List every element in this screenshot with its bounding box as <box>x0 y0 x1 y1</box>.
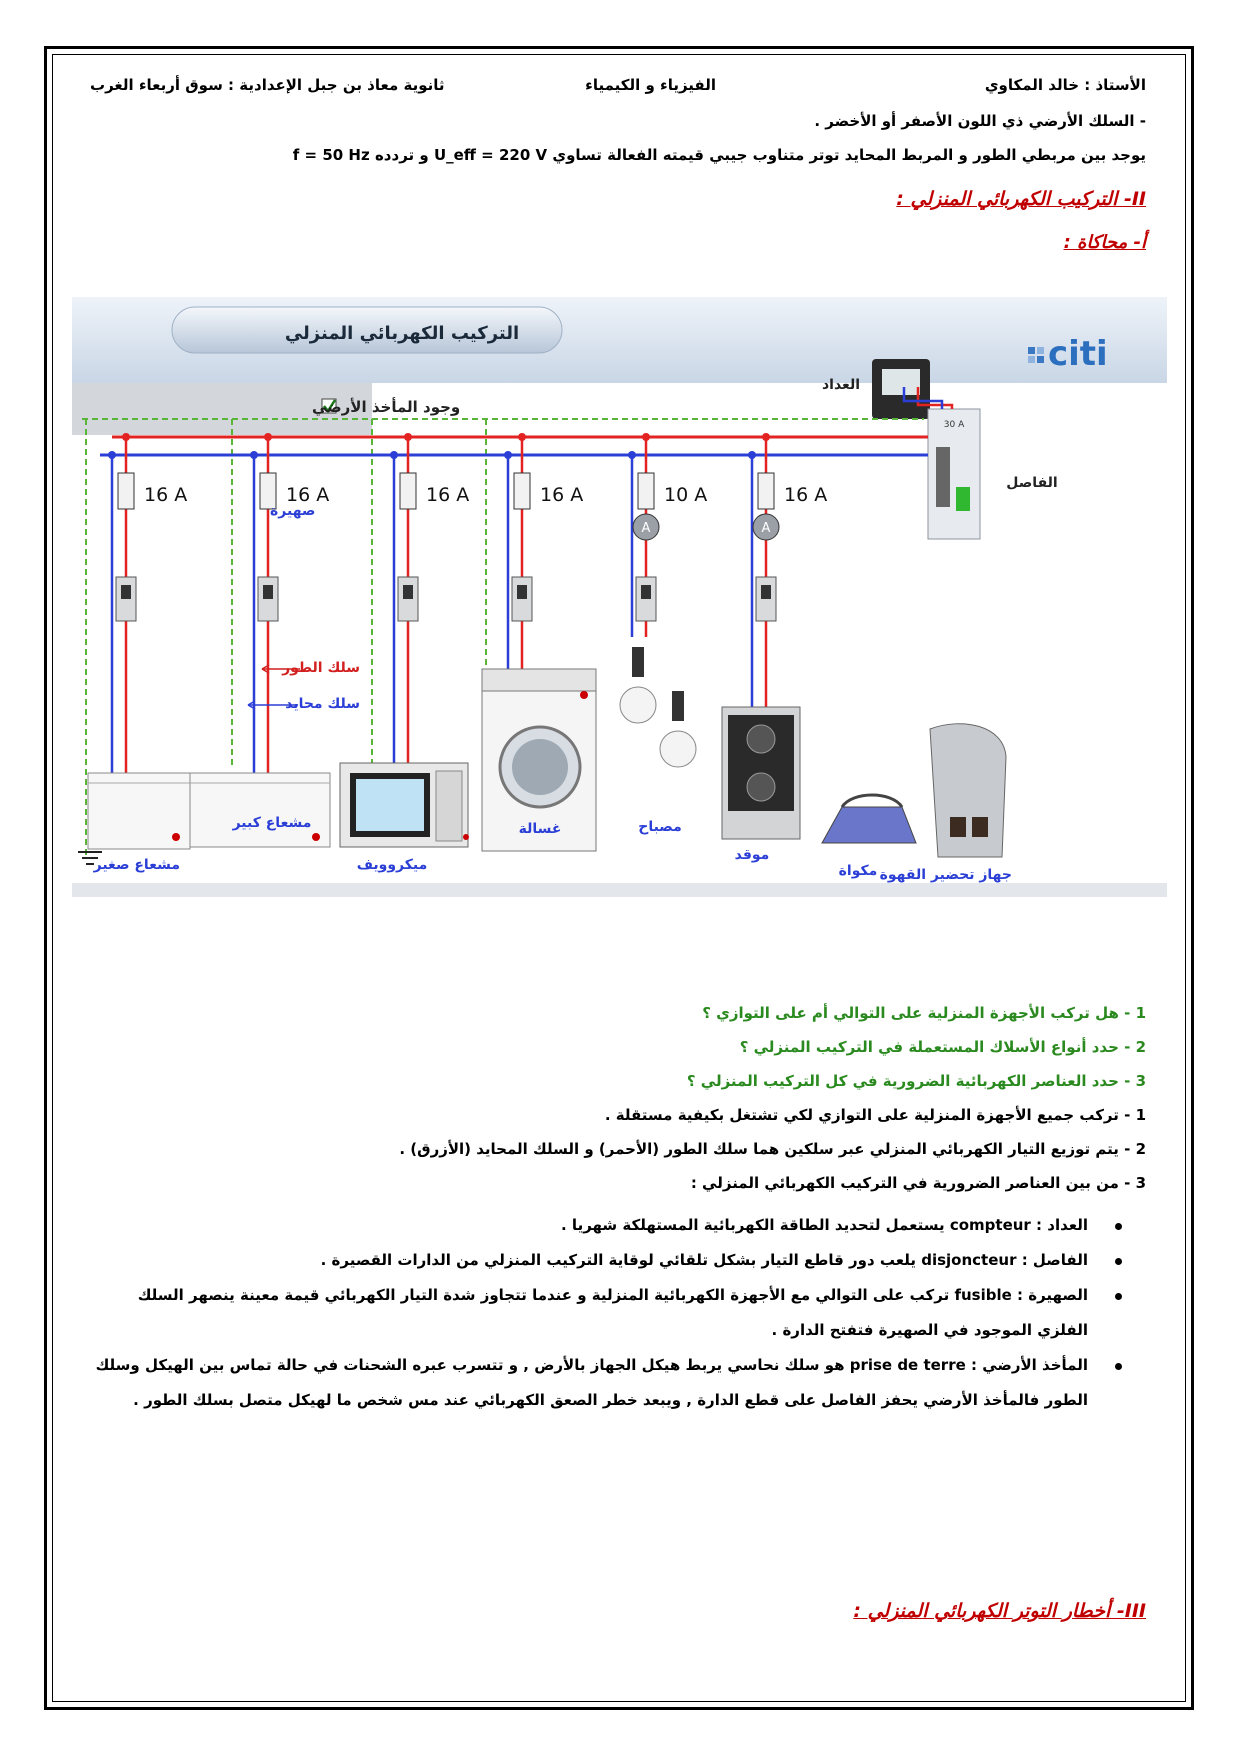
fuse-icon <box>514 473 530 509</box>
iron-label: مكواة <box>838 863 878 879</box>
bullet-breaker: الفاصل : disjoncteur يلعب دور قاطع التيار بشكل تلقائي لوقاية التركيب المنزلي من الدارات القصيرة . <box>320 1251 1088 1269</box>
ammeter-symbol: A <box>641 521 651 536</box>
school-name: ثانوية معاذ بن جبل الإعدادية : سوق أربعاء الغرب <box>90 76 445 94</box>
fuse-rating: 16 A <box>540 484 584 506</box>
answer-1: 1 - تركب جميع الأجهزة المنزلية على التوازي لكي تشتغل بكيفية مستقلة . <box>604 1106 1146 1124</box>
bullet-earth: المأخذ الأرضي : prise de terre هو سلك نحاسي يربط هيكل الجهاز بالأرض , و تتسرب عبره الشحنات في حالة تماس بين الهيكل وسلك الطور فالمأخذ الأرضي يحفز الفاصل على قطع الدارة , ويبعد خطر الصعق الكهربائي عند مس شخص ما لهيكل متصل بسلك الطور . <box>95 1356 1088 1409</box>
big-heater-label: مشعاع كبير <box>232 815 312 831</box>
question-1: 1 - هل تركب الأجهزة المنزلية على التوالي أم على التوازي ؟ <box>702 1004 1146 1022</box>
lamp-label: مصباح <box>638 819 682 835</box>
washer-label: غسالة <box>518 821 562 837</box>
fuse-icon <box>758 473 774 509</box>
section-2-title: II- التركيب الكهربائي المنزلي : <box>896 188 1146 210</box>
sim-title: التركيب الكهربائي المنزلي <box>284 323 520 344</box>
small-heater-label: مشعاع صغير <box>93 857 180 873</box>
big-heater-icon <box>190 773 330 847</box>
page-header <box>90 76 1146 100</box>
coffee-machine-icon <box>930 724 1006 857</box>
fuse-rating: 10 A <box>664 484 708 506</box>
sim-bottom-strip <box>72 883 1167 897</box>
list-item <box>94 1208 1146 1243</box>
fuse-rating: 16 A <box>144 484 188 506</box>
fuse-icon <box>400 473 416 509</box>
list-item <box>94 1243 1146 1278</box>
fuse-rating: 16 A <box>784 484 828 506</box>
neutral-wire-label: سلك محايد <box>285 696 360 712</box>
list-item <box>94 1348 1146 1418</box>
meter-label: العداد <box>821 377 860 393</box>
subject-name: الفيزياء و الكيمياء <box>585 76 716 94</box>
ammeter-symbol: A <box>761 521 771 536</box>
fuse-rating: 16 A <box>426 484 470 506</box>
answer-3: 3 - من بين العناصر الضرورية في التركيب الكهربائي المنزلي : <box>690 1174 1146 1192</box>
stove-icon <box>722 707 800 839</box>
lamp-icon <box>620 647 696 767</box>
question-2: 2 - حدد أنواع الأسلاك المستعملة في التركيب المنزلي ؟ <box>739 1038 1146 1056</box>
simulation-screenshot <box>72 297 1167 997</box>
components-list <box>94 1208 1146 1418</box>
phase-wire-label: سلك الطور <box>282 660 360 676</box>
earth-checkbox-label: وجود المأخذ الأرضي <box>312 398 461 416</box>
fuse-label: صهيرة <box>270 503 316 519</box>
teacher-name: الأستاذ : خالد المكاوي <box>984 76 1146 94</box>
section-2-subtitle: أ- محاكاة : <box>1063 232 1146 253</box>
section-3-title: III- أخطار التوتر الكهربائي المنزلي : <box>853 1600 1146 1622</box>
coffee-machine-label: جهاز تحضير القهوة <box>879 867 1012 883</box>
small-heater-icon <box>88 773 190 849</box>
breaker-rating: 30 A <box>943 420 965 430</box>
list-item <box>94 1278 1146 1348</box>
bullet-meter: العداد : compteur يستعمل لتحديد الطاقة الكهربائية المستهلكة شهريا . <box>561 1216 1088 1234</box>
bullet-fuse: الصهيرة : fusible تركب على التوالي مع الأجهزة الكهربائية المنزلية و عندما تتجاوز شدة التيار الكهربائي قيمة معينة ينصهر السلك الفلزي الموجود في الصهيرة فتفتح الدارة . <box>137 1286 1088 1339</box>
breaker-label: الفاصل <box>1006 475 1058 491</box>
microwave-label: ميكروويف <box>356 857 428 873</box>
question-3: 3 - حدد العناصر الكهربائية الضرورية في كل التركيب المنزلي ؟ <box>686 1072 1146 1090</box>
fuse-rating: 16 A <box>286 484 330 506</box>
fuse-icon <box>118 473 134 509</box>
brand-name: citi <box>1048 334 1108 374</box>
fuse-icon <box>638 473 654 509</box>
iron-icon <box>822 795 916 843</box>
answer-2: 2 - يتم توزيع التيار الكهربائي المنزلي عبر سلكين هما سلك الطور (الأحمر) و السلك المحايد (الأزرق) . <box>399 1140 1146 1158</box>
intro-line-voltage: يوجد بين مربطي الطور و المربط المحايد توتر متناوب جيبي قيمته الفعالة تساوي U_eff = 220 V و تردده f = 50 Hz <box>292 146 1146 164</box>
intro-line-earth: - السلك الأرضي ذي اللون الأصفر أو الأخضر . <box>814 112 1146 130</box>
stove-label: موقد <box>734 847 770 863</box>
microwave-icon <box>340 763 469 847</box>
